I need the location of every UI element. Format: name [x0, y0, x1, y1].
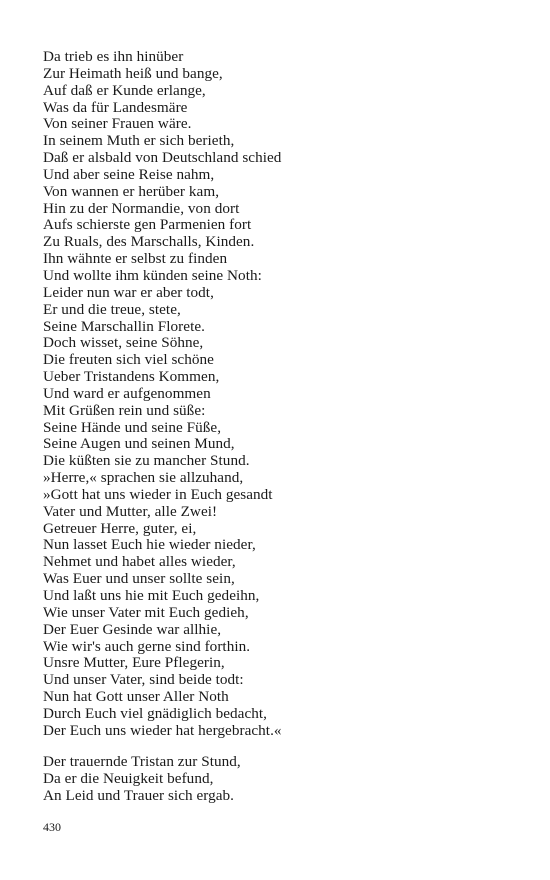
- verse-line: Ihn wähnte er selbst zu finden: [43, 250, 228, 268]
- verse-line: Wie unser Vater mit Euch gedieh,: [43, 603, 249, 621]
- verse-line: Und aber seine Reise nahm,: [43, 165, 215, 183]
- stanza-2: [43, 754, 241, 805]
- verse-line: Von seiner Frauen wäre.: [43, 115, 192, 133]
- verse-line: Und laßt uns hie mit Euch gedeihn,: [43, 587, 260, 604]
- verse-line: Seine Augen und seinen Mund,: [43, 435, 235, 453]
- verse-line: An Leid und Trauer sich ergab.: [43, 786, 235, 804]
- verse-line: Was Euer und unser sollte sein,: [43, 570, 235, 588]
- verse-line: Der trauernde Tristan zur Stund,: [43, 753, 241, 770]
- verse-line: Und wollte ihm künden seine Noth:: [43, 266, 262, 284]
- verse-line: »Gott hat uns wieder in Euch gesandt: [43, 485, 273, 503]
- verse-line: Und ward er aufgenommen: [43, 384, 211, 402]
- verse-line: Getreuer Herre, guter, ei,: [43, 519, 197, 537]
- verse-line: Der Euch uns wieder hat hergebracht.«: [43, 721, 282, 739]
- verse-line: Die küßten sie zu mancher Stund.: [43, 452, 250, 470]
- verse-line: Vater und Mutter, alle Zwei!: [43, 502, 218, 520]
- verse-line: Zu Ruals, des Marschalls, Kinden.: [43, 233, 255, 251]
- verse-line: Er und die treue, stete,: [43, 300, 181, 318]
- stanza-1: [43, 49, 282, 740]
- verse-line: »Herre,« sprachen sie allzuhand,: [43, 469, 244, 487]
- verse-line: Der Euer Gesinde war allhie,: [43, 620, 222, 638]
- verse-line: Auf daß er Kunde erlange,: [43, 81, 206, 99]
- verse-line: Da er die Neuigkeit befund,: [43, 769, 214, 787]
- verse-line: Und unser Vater, sind beide todt:: [43, 671, 244, 689]
- verse-line: Was da für Landesmäre: [43, 98, 188, 116]
- verse-line: Ueber Tristandens Kommen,: [43, 368, 220, 386]
- verse-line: Von wannen er herüber kam,: [43, 182, 220, 200]
- verse-line: Hin zu der Normandie, von dort: [43, 199, 240, 217]
- verse-line: Da trieb es ihn hinüber: [43, 48, 184, 65]
- verse-line: Die freuten sich viel schöne: [43, 351, 214, 369]
- verse-line: Seine Hände und seine Füße,: [43, 418, 222, 436]
- verse-line: In seinem Muth er sich berieth,: [43, 132, 235, 150]
- verse-line: Aufs schierste gen Parmenien fort: [43, 216, 252, 234]
- verse-line: Zur Heimath heiß und bange,: [43, 64, 223, 82]
- verse-line: Unsre Mutter, Eure Pflegerin,: [43, 654, 225, 672]
- verse-line: Wie wir's auch gerne sind forthin.: [43, 637, 251, 655]
- verse-line: Seine Marschallin Florete.: [43, 317, 205, 335]
- verse-line: Leider nun war er aber todt,: [43, 283, 214, 301]
- verse-line: Nun hat Gott unser Aller Noth: [43, 688, 229, 706]
- verse-line: Doch wisset, seine Söhne,: [43, 334, 204, 352]
- verse-line: Durch Euch viel gnädiglich bedacht,: [43, 704, 268, 722]
- verse-line: Nehmet und habet alles wieder,: [43, 553, 236, 571]
- verse-line: Mit Grüßen rein und süße:: [43, 401, 206, 419]
- verse-line: Daß er alsbald von Deutschland schied: [43, 149, 282, 167]
- page-number: 430: [43, 820, 61, 834]
- verse-line: Nun lasset Euch hie wieder nieder,: [43, 536, 256, 554]
